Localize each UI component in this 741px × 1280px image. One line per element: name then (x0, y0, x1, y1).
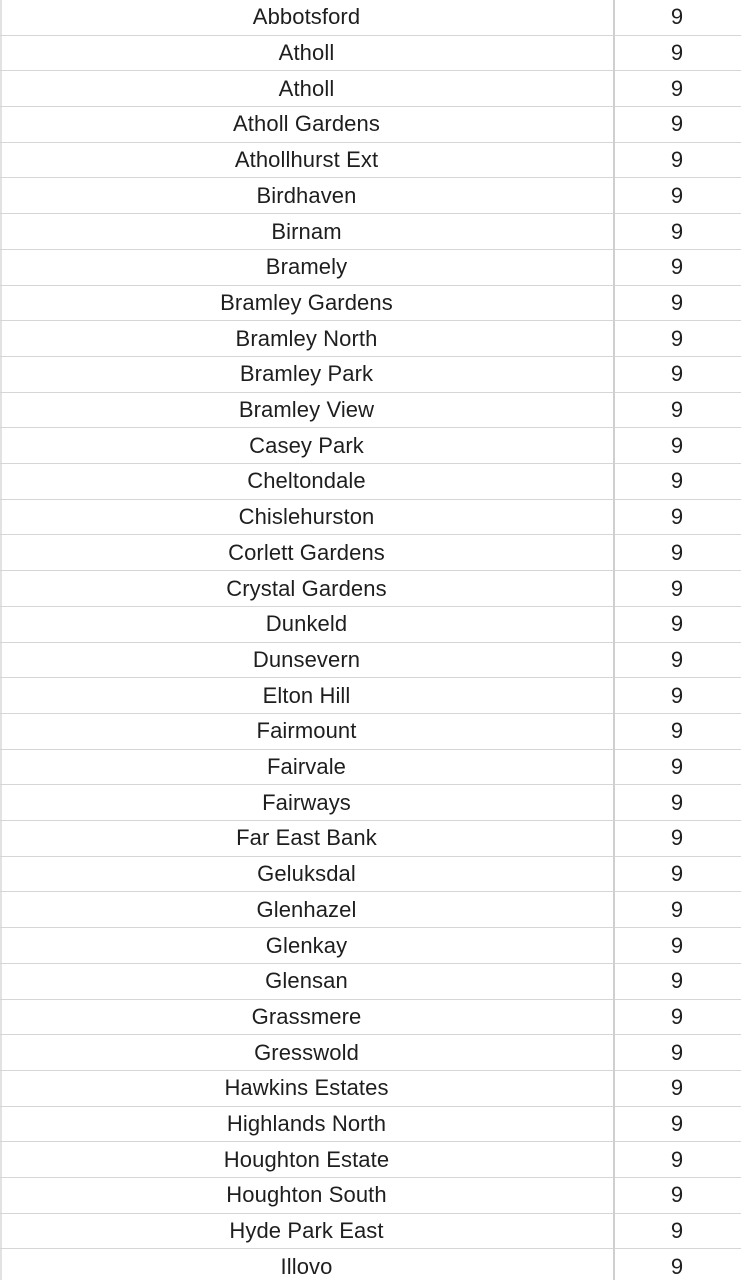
table-row (0, 678, 741, 714)
table-row (0, 143, 741, 179)
table-row (0, 1142, 741, 1178)
table-row (0, 1214, 741, 1250)
table-row (0, 393, 741, 429)
value-cell[interactable]: 9 (670, 1253, 684, 1279)
suburb-cell[interactable]: Hyde Park East (229, 1218, 384, 1244)
value-cell[interactable]: 9 (670, 861, 684, 887)
value-cell[interactable]: 9 (670, 575, 684, 601)
suburb-cell[interactable]: Glensan (265, 968, 348, 994)
table-row (0, 1035, 741, 1071)
table-row (0, 0, 741, 36)
value-cell[interactable]: 9 (670, 754, 684, 780)
column-divider (613, 0, 615, 1280)
value-cell[interactable]: 9 (670, 182, 684, 208)
suburb-cell[interactable]: Cheltondale (247, 468, 366, 494)
suburb-cell[interactable]: Bramley View (238, 397, 375, 423)
table-row (0, 893, 741, 929)
suburb-cell[interactable]: Dunkeld (265, 611, 348, 637)
value-cell[interactable]: 9 (670, 361, 684, 387)
suburb-cell[interactable]: Dunsevern (252, 646, 361, 672)
suburb-cell[interactable]: Glenkay (265, 932, 348, 958)
suburb-cell[interactable]: Hawkins Estates (224, 1075, 389, 1101)
table-row (0, 36, 741, 72)
suburb-cell[interactable]: Fairways (262, 789, 351, 815)
suburb-cell[interactable]: Corlett Gardens (228, 539, 385, 565)
value-cell[interactable]: 9 (670, 932, 684, 958)
table-row (0, 750, 741, 786)
value-cell[interactable]: 9 (670, 1003, 684, 1029)
value-cell[interactable]: 9 (670, 1075, 684, 1101)
value-cell[interactable]: 9 (670, 289, 684, 315)
suburb-cell[interactable]: Glenhazel (256, 896, 357, 922)
value-cell[interactable]: 9 (670, 504, 684, 530)
table-row (0, 607, 741, 643)
suburb-cell[interactable]: Elton Hill (262, 682, 351, 708)
value-cell[interactable]: 9 (670, 75, 684, 101)
value-cell[interactable]: 9 (670, 325, 684, 351)
suburb-cell[interactable]: Illovo (280, 1253, 333, 1279)
suburb-cell[interactable]: Bramley Gardens (220, 289, 393, 315)
value-cell[interactable]: 9 (670, 432, 684, 458)
suburb-cell[interactable]: Birdhaven (256, 182, 357, 208)
value-cell[interactable]: 9 (670, 4, 684, 30)
suburb-cell[interactable]: Birnam (271, 218, 342, 244)
value-cell[interactable]: 9 (670, 397, 684, 423)
table-row (0, 714, 741, 750)
suburb-cell[interactable]: Abbotsford (252, 4, 361, 30)
value-cell[interactable]: 9 (670, 682, 684, 708)
suburb-cell[interactable]: Bramley Park (239, 361, 374, 387)
value-cell[interactable]: 9 (670, 896, 684, 922)
value-cell[interactable]: 9 (670, 539, 684, 565)
table-row (0, 536, 741, 572)
suburb-cell[interactable]: Far East Bank (236, 825, 377, 851)
suburb-cell[interactable]: Chislehurston (238, 504, 375, 530)
table-row (0, 928, 741, 964)
value-cell[interactable]: 9 (670, 718, 684, 744)
table-row (0, 107, 741, 143)
table-row (0, 464, 741, 500)
value-cell[interactable]: 9 (670, 147, 684, 173)
table-row (0, 1107, 741, 1143)
suburb-cell[interactable]: Atholl Gardens (233, 111, 380, 137)
suburb-cell[interactable]: Bramely (265, 254, 348, 280)
suburb-cell[interactable]: Highlands North (226, 1111, 387, 1137)
value-cell[interactable]: 9 (670, 254, 684, 280)
table-row (0, 785, 741, 821)
table-row (0, 1178, 741, 1214)
value-cell[interactable]: 9 (670, 111, 684, 137)
value-cell[interactable]: 9 (670, 40, 684, 66)
value-cell[interactable]: 9 (670, 825, 684, 851)
suburb-cell[interactable]: Houghton Estate (223, 1146, 390, 1172)
value-cell[interactable]: 9 (670, 968, 684, 994)
table-row (0, 1250, 741, 1280)
table-row (0, 1071, 741, 1107)
value-cell[interactable]: 9 (670, 646, 684, 672)
table-row (0, 250, 741, 286)
value-cell[interactable]: 9 (670, 218, 684, 244)
value-cell[interactable]: 9 (670, 1146, 684, 1172)
suburb-cell[interactable]: Houghton South (226, 1182, 387, 1208)
value-cell[interactable]: 9 (670, 1111, 684, 1137)
table-row (0, 821, 741, 857)
value-cell[interactable]: 9 (670, 1039, 684, 1065)
suburb-cell[interactable]: Bramley North (235, 325, 378, 351)
table-row (0, 964, 741, 1000)
table-row (0, 214, 741, 250)
suburb-cell[interactable]: Casey Park (249, 432, 364, 458)
suburb-cell[interactable]: Athollhurst Ext (234, 147, 379, 173)
table-row (0, 500, 741, 536)
table-row (0, 643, 741, 679)
table-row (0, 321, 741, 357)
suburb-cell[interactable]: Atholl (278, 40, 335, 66)
suburb-cell[interactable]: Grassmere (251, 1003, 362, 1029)
suburb-cell[interactable]: Fairmount (256, 718, 357, 744)
value-cell[interactable]: 9 (670, 611, 684, 637)
suburb-cell[interactable]: Crystal Gardens (226, 575, 387, 601)
table-row (0, 1000, 741, 1036)
table-row (0, 357, 741, 393)
value-cell[interactable]: 9 (670, 1218, 684, 1244)
suburb-cell[interactable]: Atholl (278, 75, 335, 101)
table-row (0, 428, 741, 464)
suburb-cell[interactable]: Geluksdal (257, 861, 356, 887)
table-row (0, 71, 741, 107)
suburb-cell[interactable]: Gresswold (254, 1039, 359, 1065)
suburb-cell[interactable]: Fairvale (266, 754, 347, 780)
table-row (0, 571, 741, 607)
table-row (0, 179, 741, 215)
table-row (0, 857, 741, 893)
value-cell[interactable]: 9 (670, 468, 684, 494)
value-cell[interactable]: 9 (670, 789, 684, 815)
table-row (0, 286, 741, 322)
value-cell[interactable]: 9 (670, 1182, 684, 1208)
